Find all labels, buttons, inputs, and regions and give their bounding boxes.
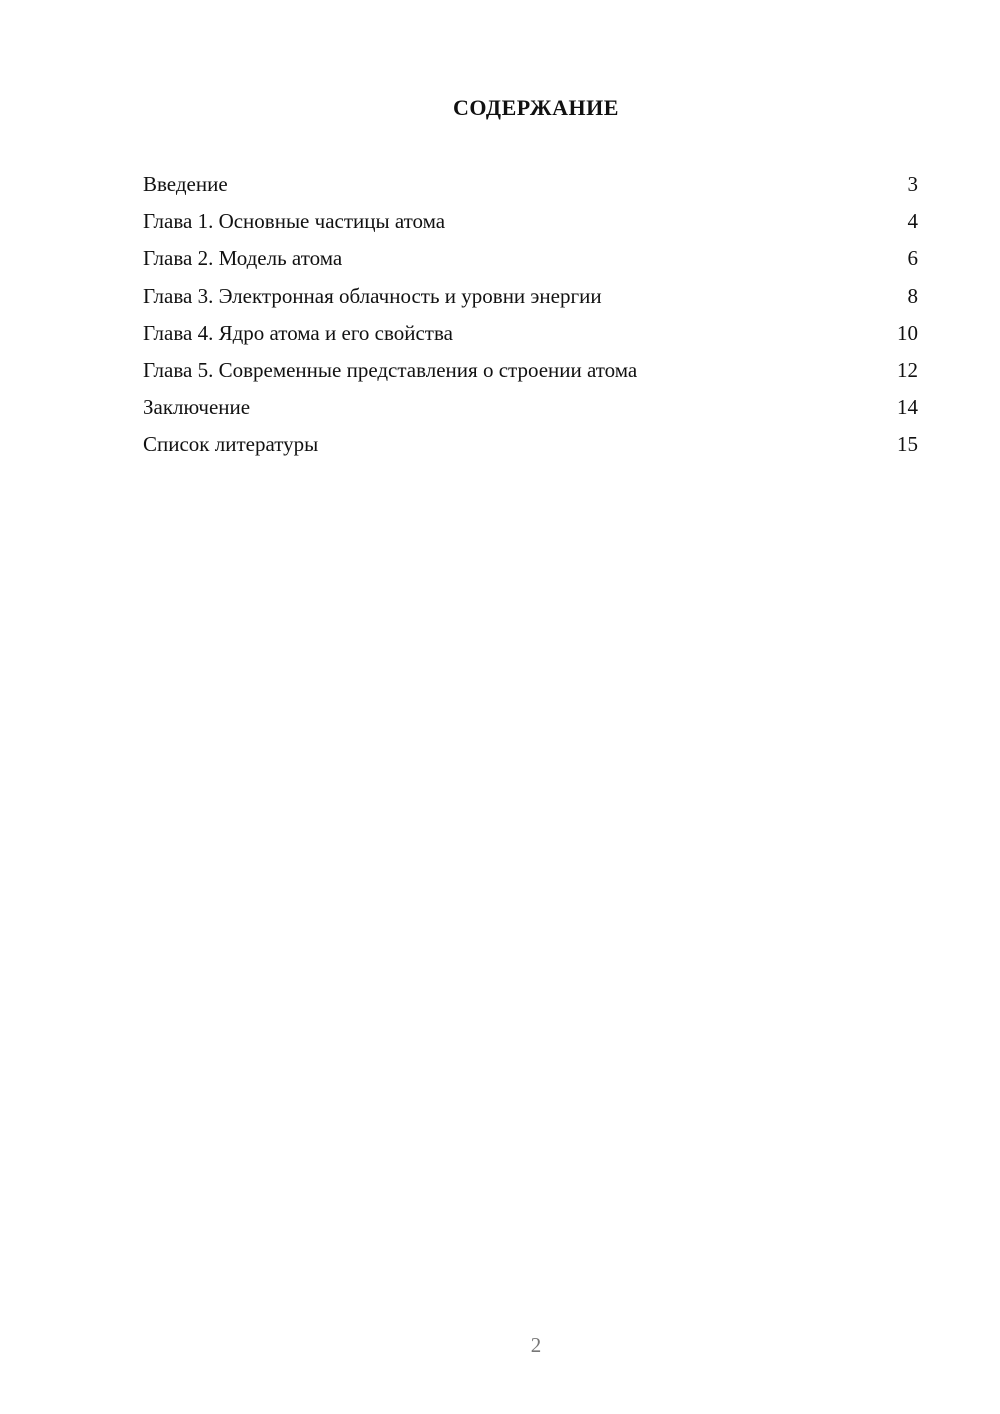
toc-entry-label: Глава 2. Модель атома [143,246,343,271]
toc-entry-page: 8 [907,283,918,308]
toc-entry-page: 14 [897,395,918,420]
toc-entry [143,240,918,277]
toc-entry-page: 15 [897,432,918,457]
page-number: 2 [530,1333,542,1357]
toc-entry-page: 12 [897,357,918,382]
toc-entry-label: Глава 5. Современные представления о строении атома [143,357,638,382]
toc-entry-label: Глава 3. Электронная облачность и уровни энергии [143,283,602,308]
page-title: СОДЕРЖАНИЕ [453,95,619,120]
toc-entry [143,315,918,352]
toc-entry-page: 3 [907,172,918,196]
toc-entry-page: 10 [897,320,918,345]
toc-entry [143,426,918,463]
toc-entry-label: Глава 4. Ядро атома и его свойства [143,320,453,345]
toc-entry-page: 6 [907,246,918,271]
toc-entry-page: 4 [907,209,918,234]
toc-entry [143,389,918,426]
toc-entry-label: Введение [143,172,228,196]
toc-entry-label: Список литературы [143,432,319,457]
toc-entry [143,166,918,203]
toc-entry [143,352,918,389]
toc-entry [143,278,918,315]
toc-entry-label: Глава 1. Основные частицы атома [143,209,446,234]
table-of-contents [143,166,918,464]
toc-entry-label: Заключение [143,395,251,420]
toc-entry [143,203,918,240]
